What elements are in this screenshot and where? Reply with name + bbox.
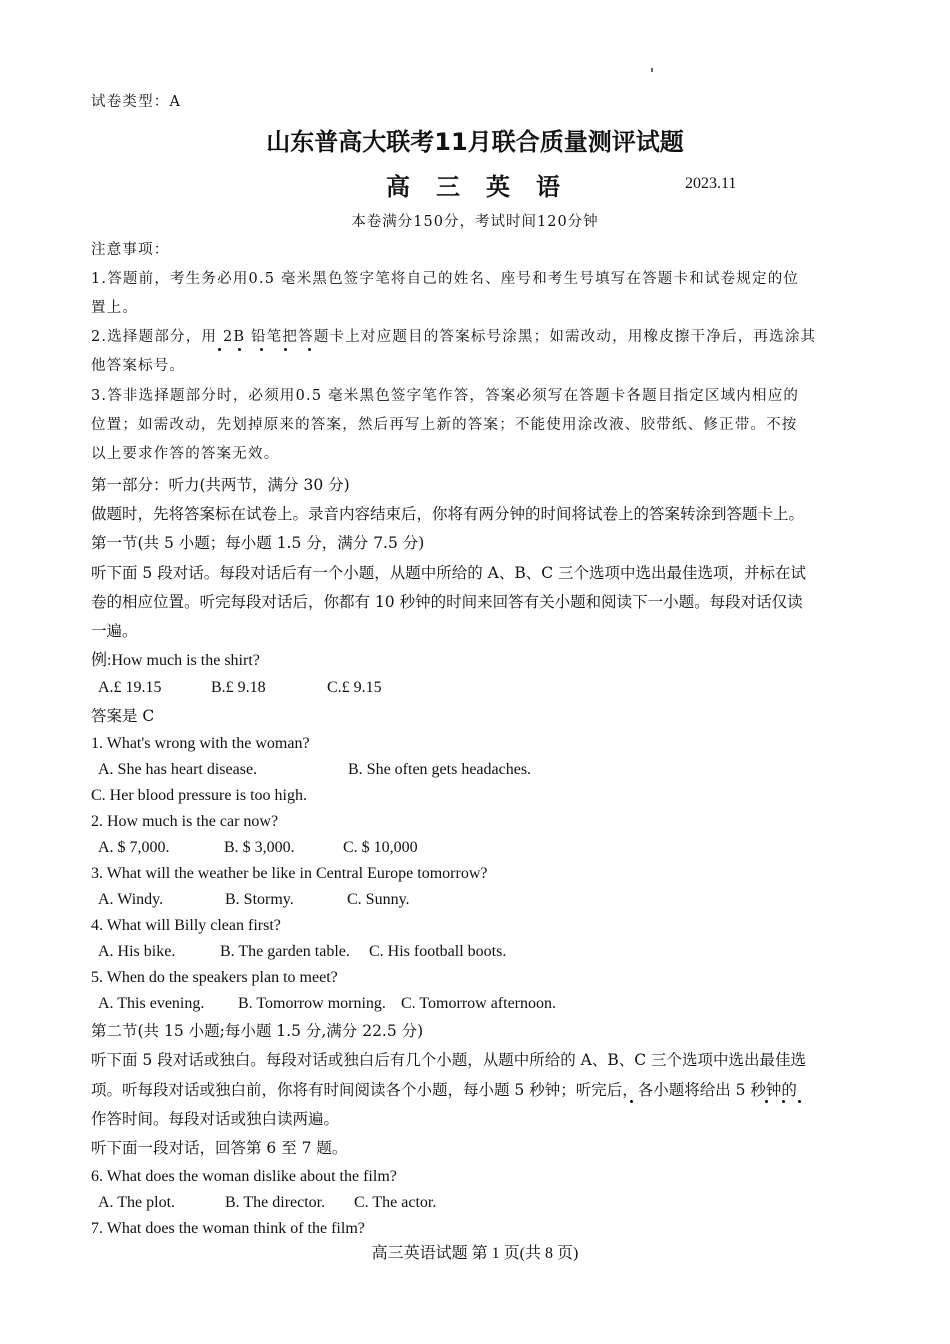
notice-line: 置上。 bbox=[91, 300, 139, 316]
question: 6. What does the woman dislike about the film? bbox=[91, 1168, 397, 1185]
question: 4. What will Billy clean first? bbox=[91, 917, 281, 934]
example-answer: 答案是 C bbox=[91, 707, 155, 725]
exam-title: 山东普高大联考11月联合质量测评试题 bbox=[266, 128, 684, 156]
page-footer: 高三英语试题 第 1 页(共 8 页) bbox=[371, 1245, 579, 1262]
option: C. Sunny. bbox=[347, 891, 410, 908]
exam-date: 2023.11 bbox=[685, 175, 737, 192]
option: A. $ 7,000. bbox=[98, 839, 170, 856]
option: C. Her blood pressure is too high. bbox=[91, 787, 307, 804]
scan-mark bbox=[651, 68, 653, 72]
option: C. $ 10,000 bbox=[343, 839, 418, 856]
option: C. His football boots. bbox=[369, 943, 507, 960]
exam-subject: 高三英语 bbox=[386, 173, 586, 201]
option: C. The actor. bbox=[354, 1194, 437, 1211]
option: A. The plot. bbox=[98, 1194, 176, 1211]
section2-instruction: 作答时间。每段对话或独白读两遍。 bbox=[91, 1110, 340, 1128]
notice-line: 以上要求作答的答案无效。 bbox=[91, 446, 280, 462]
section1-instruction: 卷的相应位置。听完每段对话后，你都有 10 秒钟的时间来回答有关小题和阅读下一小题。每段对话仅读 bbox=[91, 593, 803, 611]
section1-instruction: 一遍。 bbox=[91, 622, 138, 640]
option: B. The garden table. bbox=[220, 943, 350, 960]
emphasis-dot bbox=[284, 348, 287, 351]
option: B. Tomorrow morning. bbox=[238, 995, 386, 1012]
option: A. Windy. bbox=[98, 891, 164, 908]
option: B. Stormy. bbox=[225, 891, 294, 908]
emphasis-dot bbox=[798, 1100, 801, 1103]
section1-heading: 第一节(共 5 小题；每小题 1.5 分，满分 7.5 分) bbox=[91, 534, 425, 552]
emphasis-dot bbox=[238, 348, 241, 351]
notice-line: 他答案标号。 bbox=[91, 358, 186, 374]
section2-instruction: 听下面 5 段对话或独白。每段对话或独白后有几个小题，从题中所给的 A、B、C 三个选项中选出最佳选 bbox=[91, 1051, 807, 1069]
question: 2. How much is the car now? bbox=[91, 813, 279, 830]
part1-instruction: 做题时，先将答案标在试卷上。录音内容结束后，你将有两分钟的时间将试卷上的答案转涂到答题卡上。 bbox=[91, 505, 805, 523]
option: B. She often gets headaches. bbox=[348, 761, 532, 778]
emphasis-dot bbox=[765, 1100, 768, 1103]
dialogue-note: 听下面一段对话，回答第 6 至 7 题。 bbox=[91, 1139, 348, 1157]
emphasis-dot bbox=[630, 1100, 633, 1103]
question: 3. What will the weather be like in Central Europe tomorrow? bbox=[91, 865, 488, 882]
example-option: A.£ 19.15 bbox=[98, 679, 162, 696]
example-option: C.£ 9.15 bbox=[327, 679, 382, 696]
section1-instruction: 听下面 5 段对话。每段对话后有一个小题，从题中所给的 A、B、C 三个选项中选出最佳选项，并标在试 bbox=[91, 564, 807, 582]
question: 5. When do the speakers plan to meet? bbox=[91, 969, 338, 986]
part1-heading: 第一部分：听力(共两节，满分 30 分) bbox=[91, 476, 350, 494]
option: B. $ 3,000. bbox=[224, 839, 295, 856]
notice-line: 3.答非选择题部分时，必须用0.5 毫米黑色签字笔作答，答案必须写在答题卡各题目指定区域内相应的 bbox=[91, 388, 800, 404]
notice-line: 1.答题前，考生务必用0.5 毫米黑色签字笔将自己的姓名、座号和考生号填写在答题卡和试卷规定的位 bbox=[91, 271, 800, 287]
option: B. The director. bbox=[225, 1194, 326, 1211]
emphasis-dot bbox=[308, 348, 311, 351]
notice-heading: 注意事项： bbox=[91, 242, 170, 258]
emphasis-dot bbox=[782, 1100, 785, 1103]
option: C. Tomorrow afternoon. bbox=[401, 995, 556, 1012]
section2-instruction: 项。听每段对话或独白前，你将有时间阅读各个小题，每小题 5 秒钟；听完后，各小题将给出 5 秒钟的 bbox=[91, 1081, 797, 1099]
question: 7. What does the woman think of the film? bbox=[91, 1220, 365, 1237]
option: A. This evening. bbox=[98, 995, 205, 1012]
section2-heading: 第二节(共 15 小题;每小题 1.5 分,满分 22.5 分) bbox=[91, 1022, 424, 1040]
emphasis-dot bbox=[260, 348, 263, 351]
emphasis-dot bbox=[218, 348, 221, 351]
notice-line: 2.选择题部分，用 2B 铅笔把答题卡上对应题目的答案标号涂黑；如需改动，用橡皮擦干净后，再选涂其 bbox=[91, 329, 817, 345]
option: A. She has heart disease. bbox=[98, 761, 258, 778]
option: A. His bike. bbox=[98, 943, 176, 960]
notice-line: 位置；如需改动，先划掉原来的答案，然后再写上新的答案；不能使用涂改液、胶带纸、修正带。不按 bbox=[91, 417, 798, 433]
example-option: B.£ 9.18 bbox=[211, 679, 266, 696]
paper-type: 试卷类型：A bbox=[91, 94, 182, 110]
score-info: 本卷满分150分，考试时间120分钟 bbox=[351, 214, 599, 230]
example-question: 例:How much is the shirt? bbox=[91, 652, 260, 669]
question: 1. What's wrong with the woman? bbox=[91, 735, 310, 752]
